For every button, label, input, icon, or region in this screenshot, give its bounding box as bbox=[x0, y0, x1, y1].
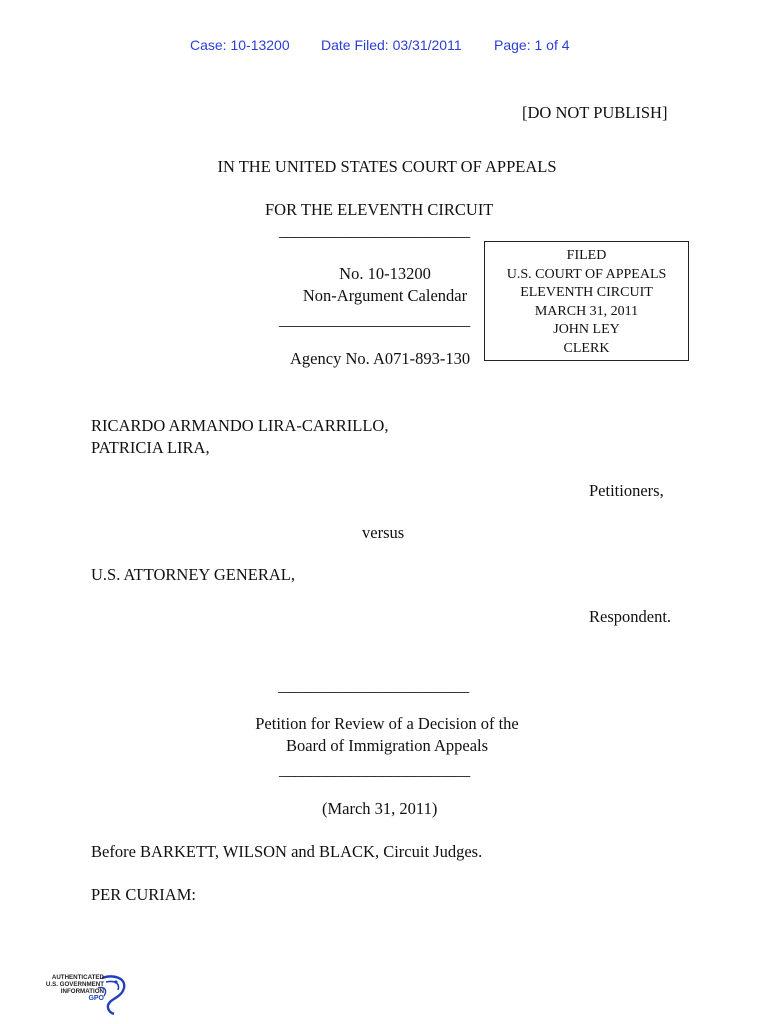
petition-line-1: Petition for Review of a Decision of the bbox=[255, 714, 519, 733]
seal-line-1: AUTHENTICATED bbox=[51, 974, 104, 981]
petitioner-1: RICARDO ARMANDO LIRA-CARRILLO, bbox=[91, 416, 389, 435]
versus-label: versus bbox=[362, 523, 405, 542]
stamp-circuit: ELEVENTH CIRCUIT bbox=[520, 285, 653, 300]
court-title-text: IN THE UNITED STATES COURT OF APPEALS bbox=[217, 157, 557, 176]
per-curiam-heading: PER CURIAM: bbox=[91, 885, 196, 904]
decision-date: (March 31, 2011) bbox=[322, 799, 438, 818]
court-title bbox=[0, 157, 770, 177]
caption-rule-middle: ________________________ bbox=[279, 310, 470, 329]
agency-number: Agency No. A071-893-130 bbox=[290, 349, 471, 368]
respondent-label: Respondent. bbox=[589, 607, 672, 626]
stamp-court: U.S. COURT OF APPEALS bbox=[506, 266, 667, 282]
stamp-clerk-title: CLERK bbox=[563, 340, 610, 356]
circuit-title: FOR THE ELEVENTH CIRCUIT bbox=[265, 200, 494, 219]
docket-number: No. 10-13200 bbox=[339, 264, 431, 283]
petitioners-label: Petitioners, bbox=[589, 481, 664, 500]
filed-stamp bbox=[484, 241, 689, 361]
petition-rule-bottom: ________________________ bbox=[279, 760, 470, 779]
caption-rule-top: ________________________ bbox=[279, 221, 470, 240]
publish-notice: [DO NOT PUBLISH] bbox=[522, 103, 668, 122]
stamp-date: MARCH 31, 2011 bbox=[534, 303, 639, 319]
page-count-header: Page: 1 of 4 bbox=[494, 37, 570, 53]
seal-line-2: U.S. GOVERNMENT bbox=[45, 981, 104, 988]
stamp-clerk-name: JOHN LEY bbox=[553, 322, 620, 337]
date-filed-header: Date Filed: 03/31/2011 bbox=[321, 37, 462, 53]
gpo-authentication-seal bbox=[44, 972, 134, 1018]
petition-rule-top: ________________________ bbox=[278, 676, 469, 695]
stamp-filed: FILED bbox=[566, 248, 607, 263]
seal-line-3: INFORMATION bbox=[60, 988, 104, 995]
case-number-header: Case: 10-13200 bbox=[190, 37, 290, 53]
petition-line-2: Board of Immigration Appeals bbox=[285, 736, 489, 755]
respondent-name: U.S. ATTORNEY GENERAL, bbox=[91, 565, 295, 584]
calendar-type: Non-Argument Calendar bbox=[302, 286, 468, 305]
petitioner-2: PATRICIA LIRA, bbox=[91, 438, 210, 457]
seal-gpo-mark: GPO bbox=[88, 995, 104, 1002]
panel-judges: Before BARKETT, WILSON and BLACK, Circuit Judges. bbox=[91, 842, 483, 861]
